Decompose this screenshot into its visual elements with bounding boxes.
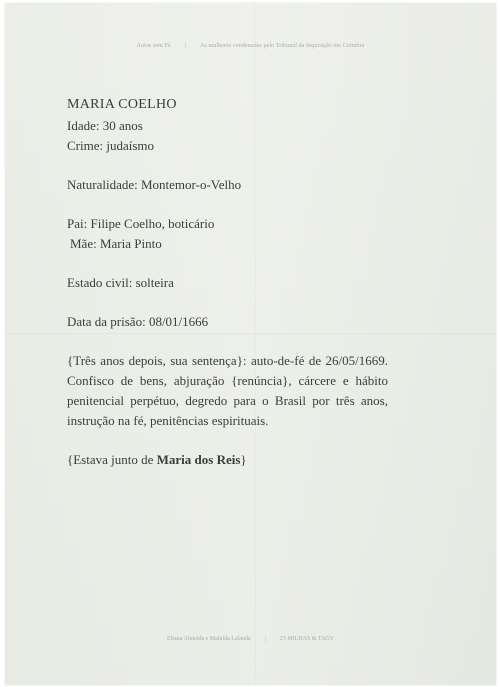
- spacer: [67, 431, 388, 450]
- spacer: [67, 195, 388, 214]
- record-mother: Mãe: Maria Pinto: [70, 236, 162, 251]
- companion-suffix: }: [240, 452, 247, 467]
- record-companion: [67, 450, 388, 470]
- record-arrest-date: Data da prisão: 08/01/1666: [67, 314, 209, 329]
- record-father: Pai: Filipe Coelho, boticário: [67, 216, 215, 231]
- record-sentence: {Três anos depois, sua sentença}: auto-de-fé de 26/05/1669. Confisco de bens, abjuração {renúncia}, cárcere e hábito penitencial perpétuo, degredo para o Brasil por três anos, instrução na fé, penitências espirituais.: [67, 353, 388, 428]
- spacer: [67, 332, 388, 351]
- companion-name: Maria dos Reis: [156, 452, 241, 467]
- header-separator: |: [184, 43, 187, 49]
- record-civil-status: Estado civil: solteira: [67, 275, 174, 290]
- footer-separator: |: [264, 636, 266, 642]
- record-birthplace: Naturalidade: Montemor-o-Velho: [67, 177, 242, 192]
- companion-prefix: {Estava junto de: [67, 452, 157, 467]
- spacer: [67, 254, 388, 273]
- header-right-text: As mulheres condenadas pelo Tribunal da Inquisição em Coimbra: [200, 43, 365, 49]
- record-crime: Crime: judaísmo: [67, 138, 155, 153]
- paper-sheet: [5, 3, 496, 685]
- record-name: MARIA COELHO: [67, 97, 177, 112]
- spacer: [67, 156, 388, 175]
- running-footer: [5, 636, 496, 642]
- record-body: [67, 95, 388, 470]
- record-age: Idade: 30 anos: [67, 118, 143, 133]
- footer-right-text: 23 MILHAS & TAGV: [279, 636, 335, 642]
- header-left-text: Autos sem Fé: [136, 43, 171, 49]
- running-header: [5, 43, 496, 49]
- footer-left-text: Eliana Almeida e Mafalda Lalanda: [166, 636, 251, 642]
- spacer: [67, 293, 388, 312]
